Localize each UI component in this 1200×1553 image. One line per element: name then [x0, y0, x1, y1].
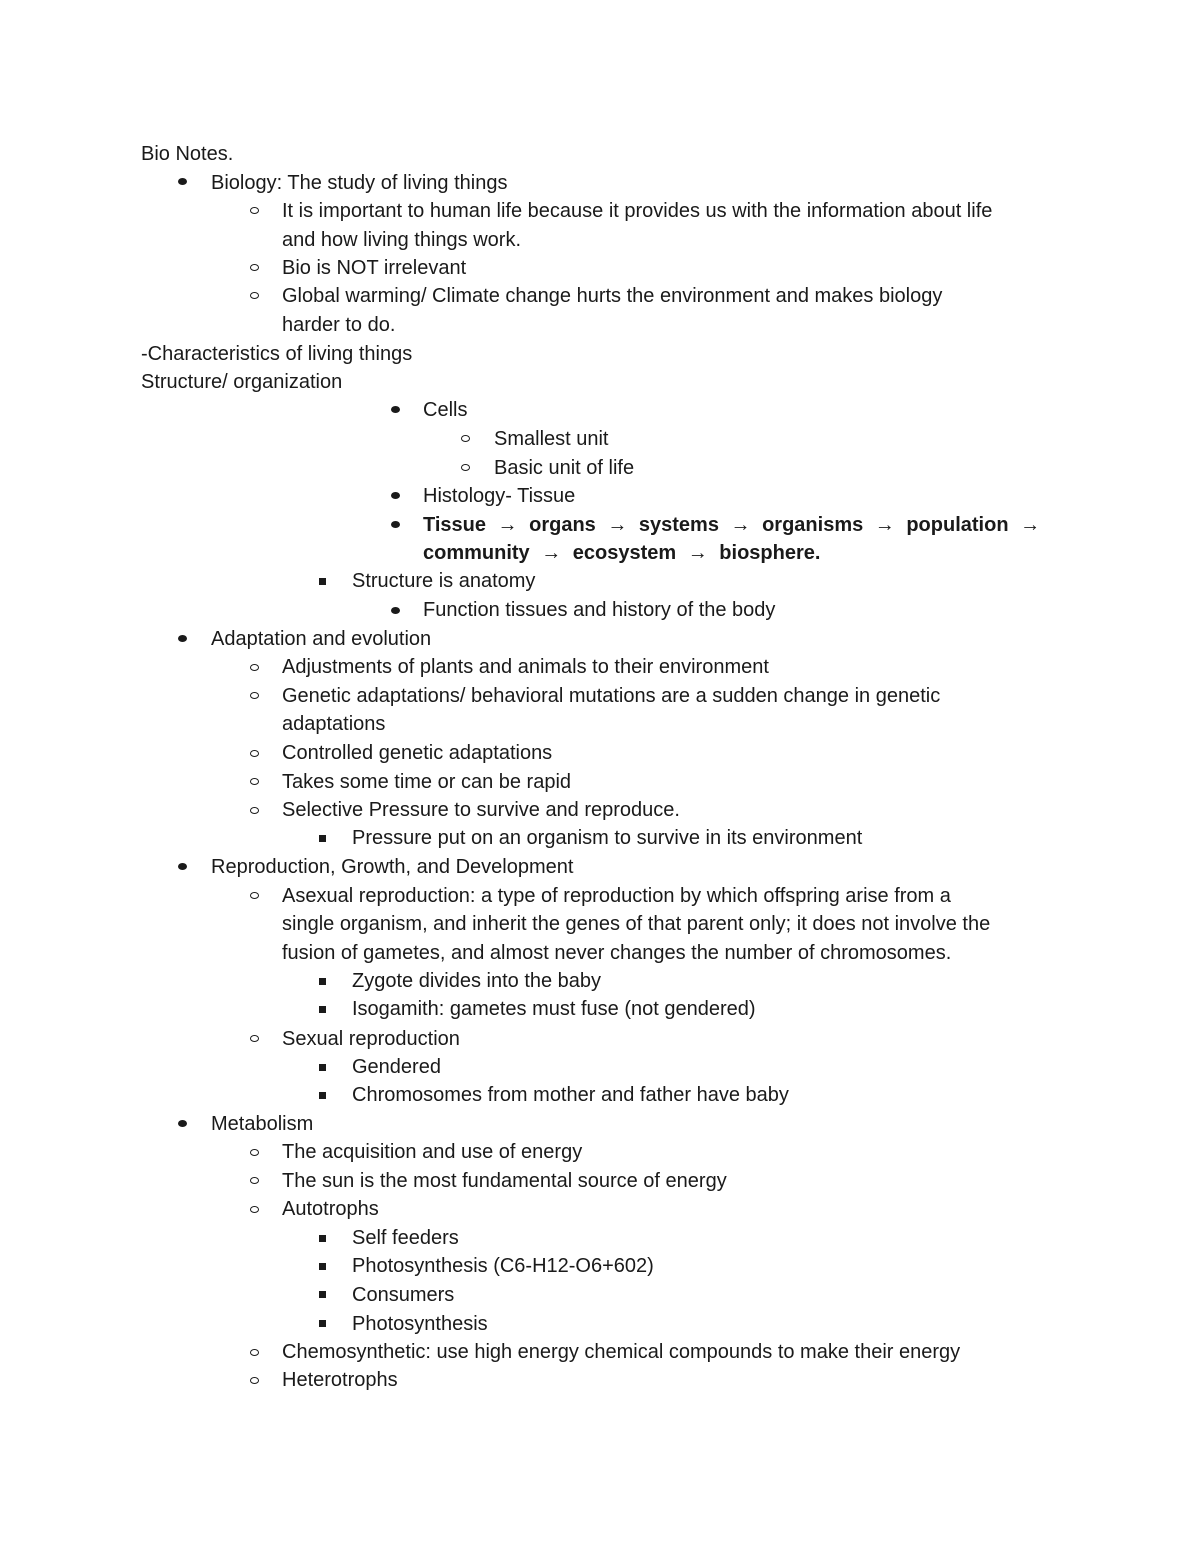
list-item: Tissue → organs → systems → organisms → population →: [423, 514, 1041, 536]
list-item: Adaptation and evolution: [211, 628, 432, 650]
list-item: Sexual reproduction: [282, 1028, 460, 1050]
list-item: Photosynthesis (C6-H12-O6+602): [352, 1255, 654, 1277]
list-item: Autotrophs: [282, 1198, 379, 1220]
list-item: Heterotrophs: [282, 1369, 398, 1391]
list-item: Self feeders: [352, 1227, 459, 1249]
list-item: Metabolism: [211, 1113, 314, 1135]
list-item-cont: fusion of gametes, and almost never changes the number of chromosomes.: [282, 942, 952, 964]
list-item: Takes some time or can be rapid: [282, 771, 572, 793]
list-item: Gendered: [352, 1056, 441, 1078]
list-item: Structure is anatomy: [352, 570, 536, 592]
list-item: Cells: [423, 399, 468, 421]
list-item-cont: single organism, and inherit the genes of that parent only; it does not involve the: [282, 913, 991, 935]
list-item: Consumers: [352, 1284, 455, 1306]
list-item: Selective Pressure to survive and reproduce.: [282, 799, 680, 821]
list-item: Biology: The study of living things: [211, 172, 508, 194]
list-item: Adjustments of plants and animals to their environment: [282, 656, 769, 678]
list-item: Zygote divides into the baby: [352, 970, 602, 992]
list-item: Chromosomes from mother and father have baby: [352, 1084, 789, 1106]
list-item-cont: community → ecosystem → biosphere.: [423, 542, 821, 564]
section-heading: -Characteristics of living things: [141, 343, 413, 365]
list-item: Isogamith: gametes must fuse (not gendered): [352, 998, 756, 1020]
doc-title: Bio Notes.: [141, 143, 234, 165]
list-item-cont: adaptations: [282, 713, 386, 735]
section-heading: Structure/ organization: [141, 371, 343, 393]
list-item: Basic unit of life: [494, 457, 635, 479]
list-item: Asexual reproduction: a type of reproduction by which offspring arise from a: [282, 885, 951, 907]
list-item: It is important to human life because it provides us with the information about life: [282, 200, 993, 222]
list-item: Bio is NOT irrelevant: [282, 257, 467, 279]
list-item: Controlled genetic adaptations: [282, 742, 553, 764]
list-item: Reproduction, Growth, and Development: [211, 856, 574, 878]
list-item-cont: and how living things work.: [282, 229, 522, 251]
list-item: Function tissues and history of the body: [423, 599, 776, 621]
list-item: Photosynthesis: [352, 1313, 488, 1335]
list-item: The sun is the most fundamental source of energy: [282, 1170, 727, 1192]
list-item: Chemosynthetic: use high energy chemical compounds to make their energy: [282, 1341, 961, 1363]
list-item: The acquisition and use of energy: [282, 1141, 583, 1163]
list-item: Histology- Tissue: [423, 485, 576, 507]
list-item: Smallest unit: [494, 428, 609, 450]
list-item: Genetic adaptations/ behavioral mutations are a sudden change in genetic: [282, 685, 941, 707]
list-item-cont: harder to do.: [282, 314, 396, 336]
list-item: Global warming/ Climate change hurts the environment and makes biology: [282, 285, 943, 307]
list-item: Pressure put on an organism to survive in its environment: [352, 827, 863, 849]
